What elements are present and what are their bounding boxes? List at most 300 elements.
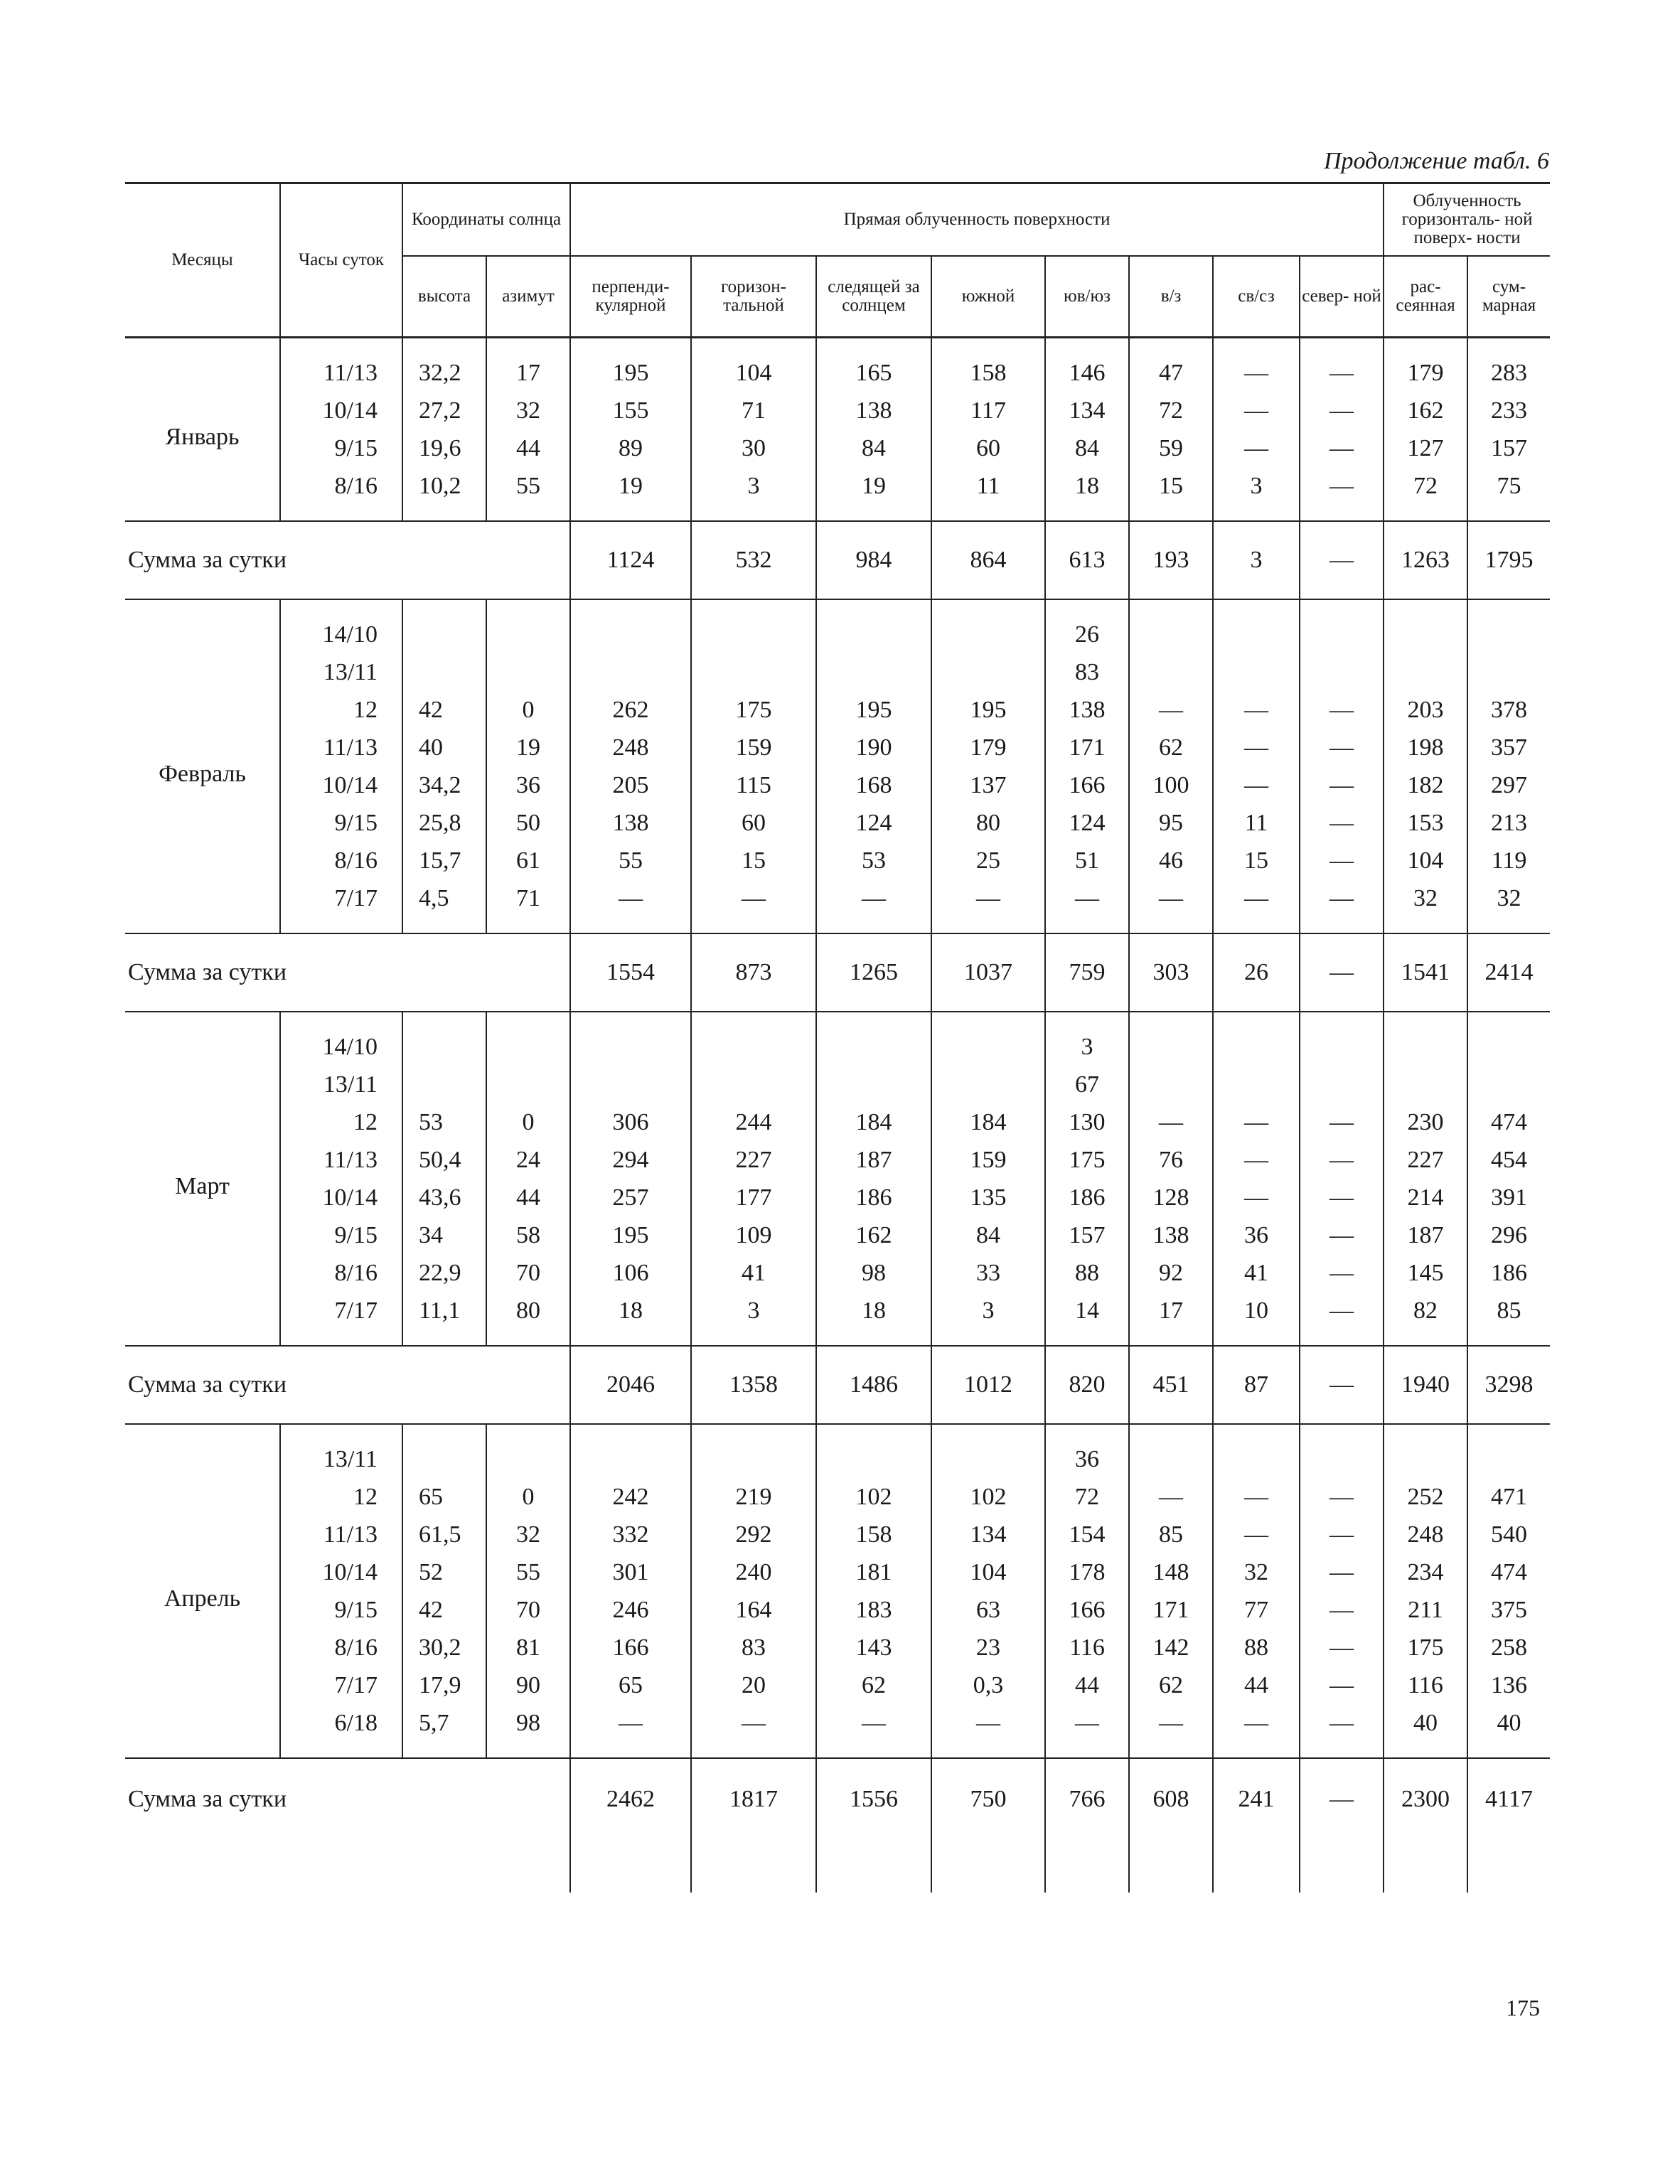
table-cell: 102 [931, 1478, 1045, 1516]
table-cell: 32 [486, 392, 570, 429]
sum-cell: 1265 [816, 933, 931, 1012]
sum-cell: 1037 [931, 933, 1045, 1012]
table-cell [570, 653, 691, 691]
sum-label: Сумма за сутки [125, 1758, 570, 1893]
table-cell [931, 1424, 1045, 1478]
table-cell [1300, 1424, 1384, 1478]
table-cell: 162 [1384, 392, 1467, 429]
table-cell [816, 653, 931, 691]
table-cell [931, 1012, 1045, 1066]
table-cell: 195 [816, 691, 931, 729]
table-cell: — [1213, 729, 1300, 766]
table-cell [1213, 599, 1300, 653]
table-cell: 124 [816, 804, 931, 842]
month-label: Апрель [164, 1585, 241, 1612]
table-cell: 159 [691, 729, 816, 766]
table-cell: 92 [1129, 1254, 1213, 1292]
table-cell: 9/15 [280, 1591, 402, 1629]
table-cell: 43,6 [402, 1179, 486, 1216]
table-cell: 143 [816, 1629, 931, 1666]
table-row [125, 1292, 1550, 1346]
table-cell: 15,7 [402, 842, 486, 879]
table-cell: 178 [1045, 1553, 1129, 1591]
sum-cell: 984 [816, 521, 931, 599]
sum-cell: 3298 [1467, 1346, 1550, 1424]
table-cell: 50,4 [402, 1141, 486, 1179]
table-cell: 62 [1129, 1666, 1213, 1704]
table-cell [486, 599, 570, 653]
table-cell: 158 [816, 1516, 931, 1553]
sum-row [125, 933, 1550, 1012]
table-cell [1300, 1012, 1384, 1066]
table-cell: 13/11 [280, 1066, 402, 1103]
table-cell: 11,1 [402, 1292, 486, 1346]
table-cell [1300, 1066, 1384, 1103]
table-cell: 0 [486, 1478, 570, 1516]
table-cell: 90 [486, 1666, 570, 1704]
table-cell: 53 [402, 1103, 486, 1141]
header-se-sw: юв/юз [1045, 256, 1129, 338]
table-cell: 128 [1129, 1179, 1213, 1216]
table-cell: 187 [816, 1141, 931, 1179]
sum-cell: 1541 [1384, 933, 1467, 1012]
table-row [125, 729, 1550, 766]
table-cell: — [1300, 842, 1384, 879]
table-cell: 391 [1467, 1179, 1550, 1216]
table-cell: 61 [486, 842, 570, 879]
table-cell: 283 [1467, 338, 1550, 392]
table-cell: — [1129, 1103, 1213, 1141]
header-azimuth: азимут [486, 256, 570, 338]
table-cell [486, 1066, 570, 1103]
table-cell: — [1213, 429, 1300, 467]
table-cell: 138 [1129, 1216, 1213, 1254]
table-row [125, 766, 1550, 804]
sum-cell: 613 [1045, 521, 1129, 599]
sum-cell: 750 [931, 1758, 1045, 1893]
table-cell: — [691, 879, 816, 933]
table-cell: 257 [570, 1179, 691, 1216]
table-cell: 3 [691, 467, 816, 521]
table-cell: 184 [931, 1103, 1045, 1141]
sum-cell: 303 [1129, 933, 1213, 1012]
table-cell [1384, 599, 1467, 653]
sum-cell: 2462 [570, 1758, 691, 1893]
table-cell: 294 [570, 1141, 691, 1179]
sum-cell: 1554 [570, 933, 691, 1012]
table-cell: — [816, 879, 931, 933]
table-cell: 11/13 [280, 1516, 402, 1553]
table-cell: 158 [931, 338, 1045, 392]
table-cell [691, 1066, 816, 1103]
table-cell: 95 [1129, 804, 1213, 842]
table-cell: — [1129, 691, 1213, 729]
table-cell: 15 [691, 842, 816, 879]
table-cell: — [931, 1704, 1045, 1758]
table-cell: 55 [486, 467, 570, 521]
table-cell: 187 [1384, 1216, 1467, 1254]
table-cell: 474 [1467, 1553, 1550, 1591]
table-cell: 106 [570, 1254, 691, 1292]
table-cell: 474 [1467, 1103, 1550, 1141]
table-cell: 32 [486, 1516, 570, 1553]
table-cell: 11/13 [280, 338, 402, 392]
table-cell: 375 [1467, 1591, 1550, 1629]
table-cell [1467, 1012, 1550, 1066]
table-row [125, 1066, 1550, 1103]
table-cell: 135 [931, 1179, 1045, 1216]
table-cell: 219 [691, 1478, 816, 1516]
table-cell: — [1129, 879, 1213, 933]
table-cell: 148 [1129, 1553, 1213, 1591]
table-cell: 14/10 [280, 1012, 402, 1066]
sum-cell: 864 [931, 521, 1045, 599]
table-cell: — [1300, 392, 1384, 429]
table-cell: 177 [691, 1179, 816, 1216]
table-cell: 44 [1045, 1666, 1129, 1704]
table-cell [691, 1424, 816, 1478]
sum-cell: 241 [1213, 1758, 1300, 1893]
table-cell: 227 [1384, 1141, 1467, 1179]
table-cell: 60 [691, 804, 816, 842]
table-cell: 98 [486, 1704, 570, 1758]
table-cell: 44 [486, 429, 570, 467]
header-direct-irradiance: Прямая облученность поверхности [570, 183, 1384, 257]
table-cell [486, 653, 570, 691]
sum-label: Сумма за сутки [125, 521, 570, 599]
table-cell: 234 [1384, 1553, 1467, 1591]
table-cell: 134 [931, 1516, 1045, 1553]
table-cell: 3 [1213, 467, 1300, 521]
table-cell: 33 [931, 1254, 1045, 1292]
table-cell: 11 [931, 467, 1045, 521]
table-cell: 24 [486, 1141, 570, 1179]
table-cell: 42 [402, 691, 486, 729]
table-cell [1300, 599, 1384, 653]
table-cell: 84 [1045, 429, 1129, 467]
table-cell: 159 [931, 1141, 1045, 1179]
table-cell: 258 [1467, 1629, 1550, 1666]
table-cell: 154 [1045, 1516, 1129, 1553]
table-cell: 60 [931, 429, 1045, 467]
sum-cell: 766 [1045, 1758, 1129, 1893]
table-row [125, 1553, 1550, 1591]
table-cell: 10/14 [280, 1553, 402, 1591]
table-cell: 116 [1045, 1629, 1129, 1666]
table-cell: 4,5 [402, 879, 486, 933]
table-cell: — [1213, 338, 1300, 392]
table-cell: — [1300, 1591, 1384, 1629]
table-cell: 32 [1384, 879, 1467, 933]
table-cell: — [1300, 1516, 1384, 1553]
table-cell: — [1213, 1179, 1300, 1216]
table-cell [402, 599, 486, 653]
table-cell [931, 1066, 1045, 1103]
table-row [125, 691, 1550, 729]
table-cell: 84 [931, 1216, 1045, 1254]
table-cell: 53 [816, 842, 931, 879]
table-cell: 190 [816, 729, 931, 766]
table-cell: 80 [931, 804, 1045, 842]
table-cell [1213, 1066, 1300, 1103]
table-cell: 157 [1045, 1216, 1129, 1254]
table-cell: 166 [570, 1629, 691, 1666]
table-row [125, 1591, 1550, 1629]
sum-cell: 1263 [1384, 521, 1467, 599]
table-cell [1467, 653, 1550, 691]
table-cell: 32,2 [402, 338, 486, 392]
table-cell: 18 [1045, 467, 1129, 521]
table-cell [1129, 599, 1213, 653]
header-sun-coords: Координаты солнца [402, 183, 570, 257]
table-cell: 11/13 [280, 1141, 402, 1179]
table-cell: — [1300, 1292, 1384, 1346]
table-cell [1384, 1424, 1467, 1478]
table-cell: — [1300, 1141, 1384, 1179]
table-cell [1384, 1012, 1467, 1066]
table-cell: 142 [1129, 1629, 1213, 1666]
sum-cell: 820 [1045, 1346, 1129, 1424]
table-cell: — [1045, 1704, 1129, 1758]
table-cell: — [1213, 1141, 1300, 1179]
table-cell: 227 [691, 1141, 816, 1179]
table-cell: 70 [486, 1254, 570, 1292]
table-row [125, 1179, 1550, 1216]
table-cell: 134 [1045, 392, 1129, 429]
table-cell: 104 [931, 1553, 1045, 1591]
table-cell: 6/18 [280, 1704, 402, 1758]
table-cell: 77 [1213, 1591, 1300, 1629]
table-cell: 233 [1467, 392, 1550, 429]
table-cell: — [1300, 429, 1384, 467]
table-row [125, 1424, 1550, 1478]
table-cell: 46 [1129, 842, 1213, 879]
table-cell [402, 1424, 486, 1478]
table-cell: — [1300, 1629, 1384, 1666]
table-caption: Продолжение табл. 6 [1323, 148, 1549, 174]
table-row [125, 1666, 1550, 1704]
table-cell: 116 [1384, 1666, 1467, 1704]
table-cell: — [1300, 1478, 1384, 1516]
table-cell: 171 [1129, 1591, 1213, 1629]
table-cell: 59 [1129, 429, 1213, 467]
table-cell: 146 [1045, 338, 1129, 392]
table-cell: 252 [1384, 1478, 1467, 1516]
irradiance-table [125, 182, 1550, 1893]
table-cell: 5,7 [402, 1704, 486, 1758]
table-cell: 195 [570, 1216, 691, 1254]
header-diffuse: рас- сеянная [1384, 256, 1467, 338]
table-cell: 162 [816, 1216, 931, 1254]
table-cell: 183 [816, 1591, 931, 1629]
table-cell: — [570, 1704, 691, 1758]
table-cell: — [1213, 1516, 1300, 1553]
table-cell: 7/17 [280, 1292, 402, 1346]
table-cell [816, 1066, 931, 1103]
table-cell: 15 [1129, 467, 1213, 521]
table-cell [570, 1424, 691, 1478]
table-cell: 10/14 [280, 766, 402, 804]
table-cell: 230 [1384, 1103, 1467, 1141]
table-cell: 244 [691, 1103, 816, 1141]
table-row [125, 1254, 1550, 1292]
table-cell: 34,2 [402, 766, 486, 804]
table-cell: 55 [486, 1553, 570, 1591]
table-cell: 40 [402, 729, 486, 766]
table-cell: 62 [816, 1666, 931, 1704]
table-cell: 15 [1213, 842, 1300, 879]
table-cell: 0 [486, 691, 570, 729]
table-cell: 181 [816, 1553, 931, 1591]
table-cell: 102 [816, 1478, 931, 1516]
table-cell: 19 [570, 467, 691, 521]
header-north: север- ной [1300, 256, 1384, 338]
page-number: 175 [1506, 1995, 1540, 2020]
table-cell [931, 653, 1045, 691]
table-cell: 44 [1213, 1666, 1300, 1704]
table-cell: 153 [1384, 804, 1467, 842]
sum-cell: 3 [1213, 521, 1300, 599]
table-cell: 85 [1129, 1516, 1213, 1553]
sum-row [125, 1758, 1550, 1893]
table-cell: 7/17 [280, 1666, 402, 1704]
table-cell: 19 [816, 467, 931, 521]
sum-cell: 1486 [816, 1346, 931, 1424]
table-cell: 84 [816, 429, 931, 467]
table-cell: 332 [570, 1516, 691, 1553]
table-cell [486, 1012, 570, 1066]
table-cell: 471 [1467, 1478, 1550, 1516]
table-cell: 88 [1213, 1629, 1300, 1666]
table-cell [570, 1066, 691, 1103]
sum-cell: — [1300, 1346, 1384, 1424]
table-cell: 72 [1384, 467, 1467, 521]
table-cell: 3 [1045, 1012, 1129, 1066]
table-cell: 124 [1045, 804, 1129, 842]
table-cell: 85 [1467, 1292, 1550, 1346]
header-e-w: в/з [1129, 256, 1213, 338]
table-cell: 115 [691, 766, 816, 804]
table-cell: — [691, 1704, 816, 1758]
header-hours: Часы суток [280, 183, 402, 338]
table-cell [570, 1012, 691, 1066]
table-cell: 138 [570, 804, 691, 842]
table-cell: 166 [1045, 1591, 1129, 1629]
table-cell: — [1300, 729, 1384, 766]
table-cell: 10,2 [402, 467, 486, 521]
table-cell: 166 [1045, 766, 1129, 804]
table-cell: 51 [1045, 842, 1129, 879]
table-cell: 175 [1384, 1629, 1467, 1666]
table-cell: 80 [486, 1292, 570, 1346]
sum-cell: 87 [1213, 1346, 1300, 1424]
header-altitude: высота [402, 256, 486, 338]
table-cell: 179 [1384, 338, 1467, 392]
table-cell: 240 [691, 1553, 816, 1591]
table-cell: 50 [486, 804, 570, 842]
table-cell: 17,9 [402, 1666, 486, 1704]
table-cell: 88 [1045, 1254, 1129, 1292]
table-cell: — [1045, 879, 1129, 933]
table-cell: 11 [1213, 804, 1300, 842]
sum-cell: 1556 [816, 1758, 931, 1893]
sum-cell: 873 [691, 933, 816, 1012]
table-cell: — [1300, 1553, 1384, 1591]
table-cell: 36 [486, 766, 570, 804]
table-cell: 213 [1467, 804, 1550, 842]
table-cell: — [1300, 1216, 1384, 1254]
table-cell: 7/17 [280, 879, 402, 933]
table-cell: 10 [1213, 1292, 1300, 1346]
table-cell: 18 [816, 1292, 931, 1346]
sum-cell: 1358 [691, 1346, 816, 1424]
table-cell: 52 [402, 1553, 486, 1591]
table-cell: 214 [1384, 1179, 1467, 1216]
table-cell: 11/13 [280, 729, 402, 766]
table-cell: 292 [691, 1516, 816, 1553]
table-cell [486, 1424, 570, 1478]
table-cell [691, 653, 816, 691]
table-cell: 10/14 [280, 1179, 402, 1216]
table-cell: 138 [816, 392, 931, 429]
table-cell [1384, 1066, 1467, 1103]
table-cell: — [931, 879, 1045, 933]
table-cell: — [570, 879, 691, 933]
table-cell: 3 [691, 1292, 816, 1346]
header-perpendicular: перпенди- кулярной [570, 256, 691, 338]
table-cell: 63 [931, 1591, 1045, 1629]
table-cell: 104 [691, 338, 816, 392]
table-cell: 27,2 [402, 392, 486, 429]
header-horizontal-irradiance: Облученность горизонталь- ной поверх- ности [1384, 183, 1550, 257]
table-cell: 18 [570, 1292, 691, 1346]
table-cell: 164 [691, 1591, 816, 1629]
table-row [125, 599, 1550, 653]
table-cell [691, 599, 816, 653]
table-cell: — [1300, 1254, 1384, 1292]
header-total: сум- марная [1467, 256, 1550, 338]
table-cell: 12 [280, 1103, 402, 1141]
table-cell: 72 [1129, 392, 1213, 429]
table-cell: — [1300, 1704, 1384, 1758]
header-horizontal: горизон- тальной [691, 256, 816, 338]
table-cell: 22,9 [402, 1254, 486, 1292]
table-cell: 26 [1045, 599, 1129, 653]
table-cell [402, 653, 486, 691]
table-cell: 136 [1467, 1666, 1550, 1704]
table-cell: 8/16 [280, 842, 402, 879]
month-label: Март [175, 1173, 230, 1199]
table-cell: 17 [486, 338, 570, 392]
table-cell: 76 [1129, 1141, 1213, 1179]
sum-cell: 1940 [1384, 1346, 1467, 1424]
table-cell: 44 [486, 1179, 570, 1216]
table-cell: 155 [570, 392, 691, 429]
table-cell: 10/14 [280, 392, 402, 429]
table-cell: 65 [570, 1666, 691, 1704]
table-cell: 17 [1129, 1292, 1213, 1346]
table-cell: 186 [1045, 1179, 1129, 1216]
table-cell: 61,5 [402, 1516, 486, 1553]
table-cell: 65 [402, 1478, 486, 1516]
table-cell: 83 [1045, 653, 1129, 691]
table-cell: — [1300, 1103, 1384, 1141]
table-row [125, 1478, 1550, 1516]
table-cell: 297 [1467, 766, 1550, 804]
table-cell: — [1300, 766, 1384, 804]
table-cell: 175 [1045, 1141, 1129, 1179]
table-cell: 109 [691, 1216, 816, 1254]
